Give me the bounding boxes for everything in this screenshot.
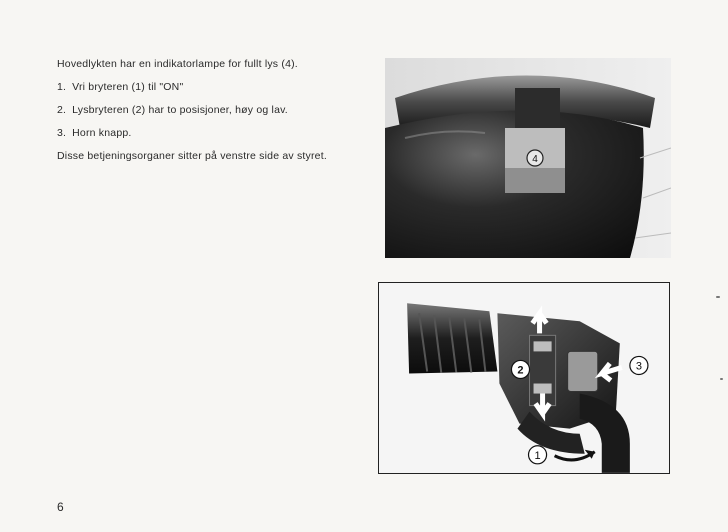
step-number: 1. bbox=[57, 81, 67, 93]
handlebar-switch-photo bbox=[378, 282, 670, 474]
step-text: Horn knapp. bbox=[72, 127, 132, 139]
steps-list bbox=[57, 80, 362, 140]
step-text: Vri bryteren (1) til "ON" bbox=[72, 81, 184, 93]
step-item bbox=[57, 126, 362, 140]
text-column bbox=[57, 57, 362, 172]
print-speck bbox=[716, 296, 720, 298]
headlight-indicator-photo bbox=[385, 58, 671, 258]
step-number: 3. bbox=[57, 127, 67, 139]
step-text: Lysbryteren (2) har to posisjoner, høy og lav. bbox=[72, 104, 288, 116]
callout-4-label: 4 bbox=[532, 154, 538, 165]
location-note: Disse betjeningsorganer sitter på venstre side av styret. bbox=[57, 150, 327, 162]
page-number: 6 bbox=[57, 500, 64, 514]
step-item bbox=[57, 103, 362, 117]
callout-3-label: 3 bbox=[635, 360, 642, 373]
step-number: 2. bbox=[57, 104, 67, 116]
callout-2-label: 2 bbox=[517, 364, 524, 377]
intro-paragraph: Hovedlykten har en indikatorlampe for fullt lys (4). bbox=[57, 58, 298, 70]
print-speck bbox=[720, 378, 723, 380]
callout-1-label: 1 bbox=[534, 449, 541, 462]
switch-assembly-drawing bbox=[379, 283, 669, 473]
step-item bbox=[57, 80, 362, 94]
horn-button bbox=[568, 351, 598, 391]
